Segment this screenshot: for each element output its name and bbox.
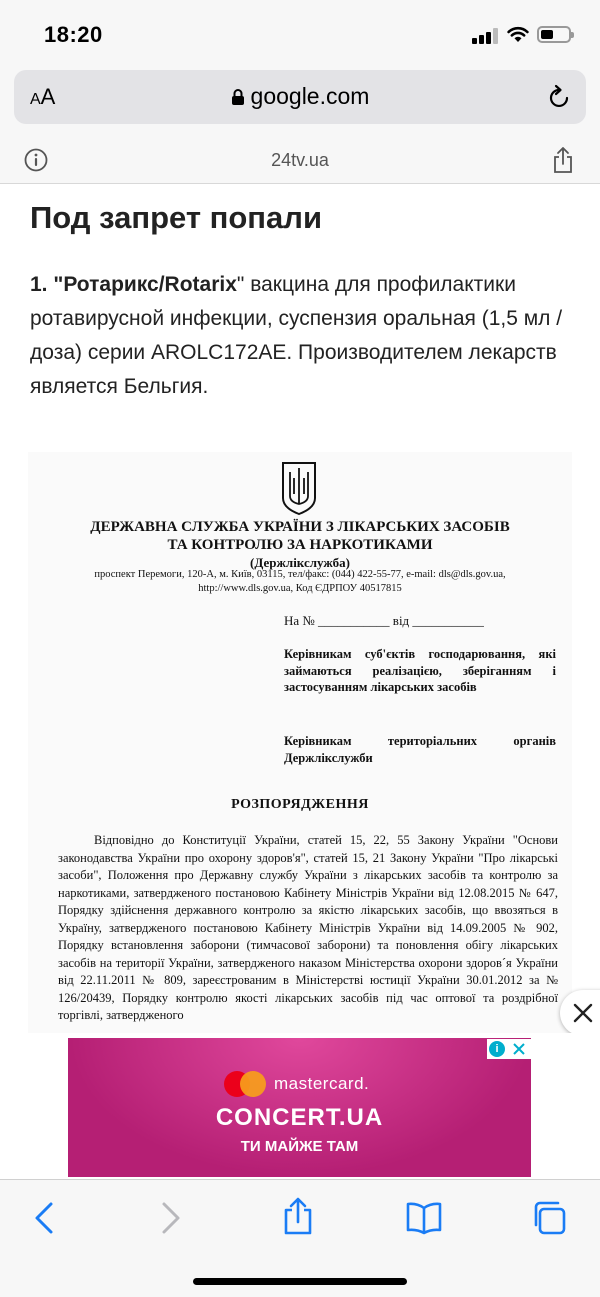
browser-toolbar	[0, 1179, 600, 1297]
item-number: 1.	[30, 273, 48, 296]
back-button[interactable]	[25, 1200, 65, 1236]
url-label: google.com	[250, 83, 370, 109]
document-agency-name: ДЕРЖАВНА СЛУЖБА УКРАЇНИ З ЛІКАРСЬКИХ ЗАСОБІВ ТА КОНТРОЛЮ ЗА НАРКОТИКАМИ (Держлікслужба)	[90, 519, 510, 570]
ad-dismiss-icon[interactable]	[510, 1040, 528, 1058]
document-address: проспект Перемоги, 120-А, м. Київ, 03115, тел/факс: (044) 422-55-77, e-mail: dls@dls.gov.ua, http://www.dls.gov.ua, Код ЄДРПОУ 40517815	[94, 569, 506, 594]
url-area	[0, 70, 600, 138]
coat-of-arms-icon	[280, 460, 318, 516]
ad-close-button[interactable]	[560, 990, 600, 1036]
bookmarks-button[interactable]	[404, 1200, 444, 1236]
article-paragraph	[30, 268, 578, 404]
document-addressee-2: Керівникам територіальних органів Держлікслужби	[284, 734, 556, 765]
lock-icon	[231, 89, 245, 105]
reload-icon[interactable]	[548, 84, 572, 110]
ad-brand: mastercard.	[274, 1074, 370, 1093]
cellular-signal-icon	[472, 28, 498, 44]
article-heading: Под запрет попали	[30, 200, 323, 235]
document-body: Відповідно до Конституції України, статей 15, 22, 55 Закону України "Основи законодавства України про охорону здоров'я", статей 15, 21 Закону України "Про лікарські засоби", Положення про Державну службу України з лікарських засобів та контролю за наркотиками, затвердженого постановою Кабінету Міністрів України від 12.08.2015 № 647, Порядку здійснення державного контролю за якістю лікарських засобів, що ввозяться в Україну, затвердженого постановою Кабінету Міністрів України від 14.09.2005 № 902, Порядку встановлення заборони (тимчасової заборони) та поновлення обігу лікарських засобів на території України, затвердженого наказом Міністерства охорони здоров´я України від 22.11.2011 № 809, зареєстрованим в Міністерстві юстиції України 30.01.2012 за № 126/20439, Порядку контролю якості лікарських засобів під час оптової та роздрібної торгівлі, затвердженого	[58, 833, 558, 1022]
status-bar	[0, 0, 600, 70]
scanned-document-image	[28, 452, 572, 1037]
url-text[interactable]	[14, 83, 586, 110]
text-size-button[interactable]: AA	[30, 84, 56, 109]
item-text: " вакцина для профилактики ротавирусной инфекции, суспензия оральная (1,5 мл / доза) серии AROLC172AE. Производителем лекарств является Бельгия.	[30, 273, 563, 398]
wifi-icon	[506, 24, 530, 44]
home-indicator	[193, 1278, 407, 1285]
ad-banner[interactable]	[68, 1038, 531, 1177]
ad-tagline: ТИ МАЙЖЕ ТАМ	[240, 1138, 359, 1155]
document-title: РОЗПОРЯДЖЕННЯ	[231, 797, 369, 812]
adchoices-icon: i	[489, 1041, 505, 1057]
share-button[interactable]	[278, 1196, 318, 1236]
close-icon	[572, 1002, 594, 1024]
adchoices-badge[interactable]	[487, 1039, 531, 1059]
document-number-line: На № ___________ від ___________	[284, 613, 484, 628]
status-time: 18:20	[44, 22, 103, 47]
site-info-bar	[0, 138, 600, 184]
ad-event: CONCERT.UA	[215, 1104, 384, 1131]
tabs-button[interactable]	[531, 1200, 571, 1236]
document-addressee-1: Керівникам суб'єктів господарювання, які займаються реалізацією, зберіганням і застосуванням лікарських засобів	[284, 647, 556, 694]
site-domain[interactable]: 24tv.ua	[271, 150, 329, 170]
forward-button[interactable]	[150, 1200, 190, 1236]
share-icon[interactable]	[552, 146, 574, 174]
battery-level	[541, 30, 553, 39]
address-bar[interactable]	[14, 70, 586, 124]
battery-icon	[537, 26, 571, 43]
ad-container	[0, 1033, 600, 1179]
mastercard-logo-icon	[222, 1069, 268, 1099]
item-name: "Ротарикс/Rotarix	[53, 273, 237, 296]
